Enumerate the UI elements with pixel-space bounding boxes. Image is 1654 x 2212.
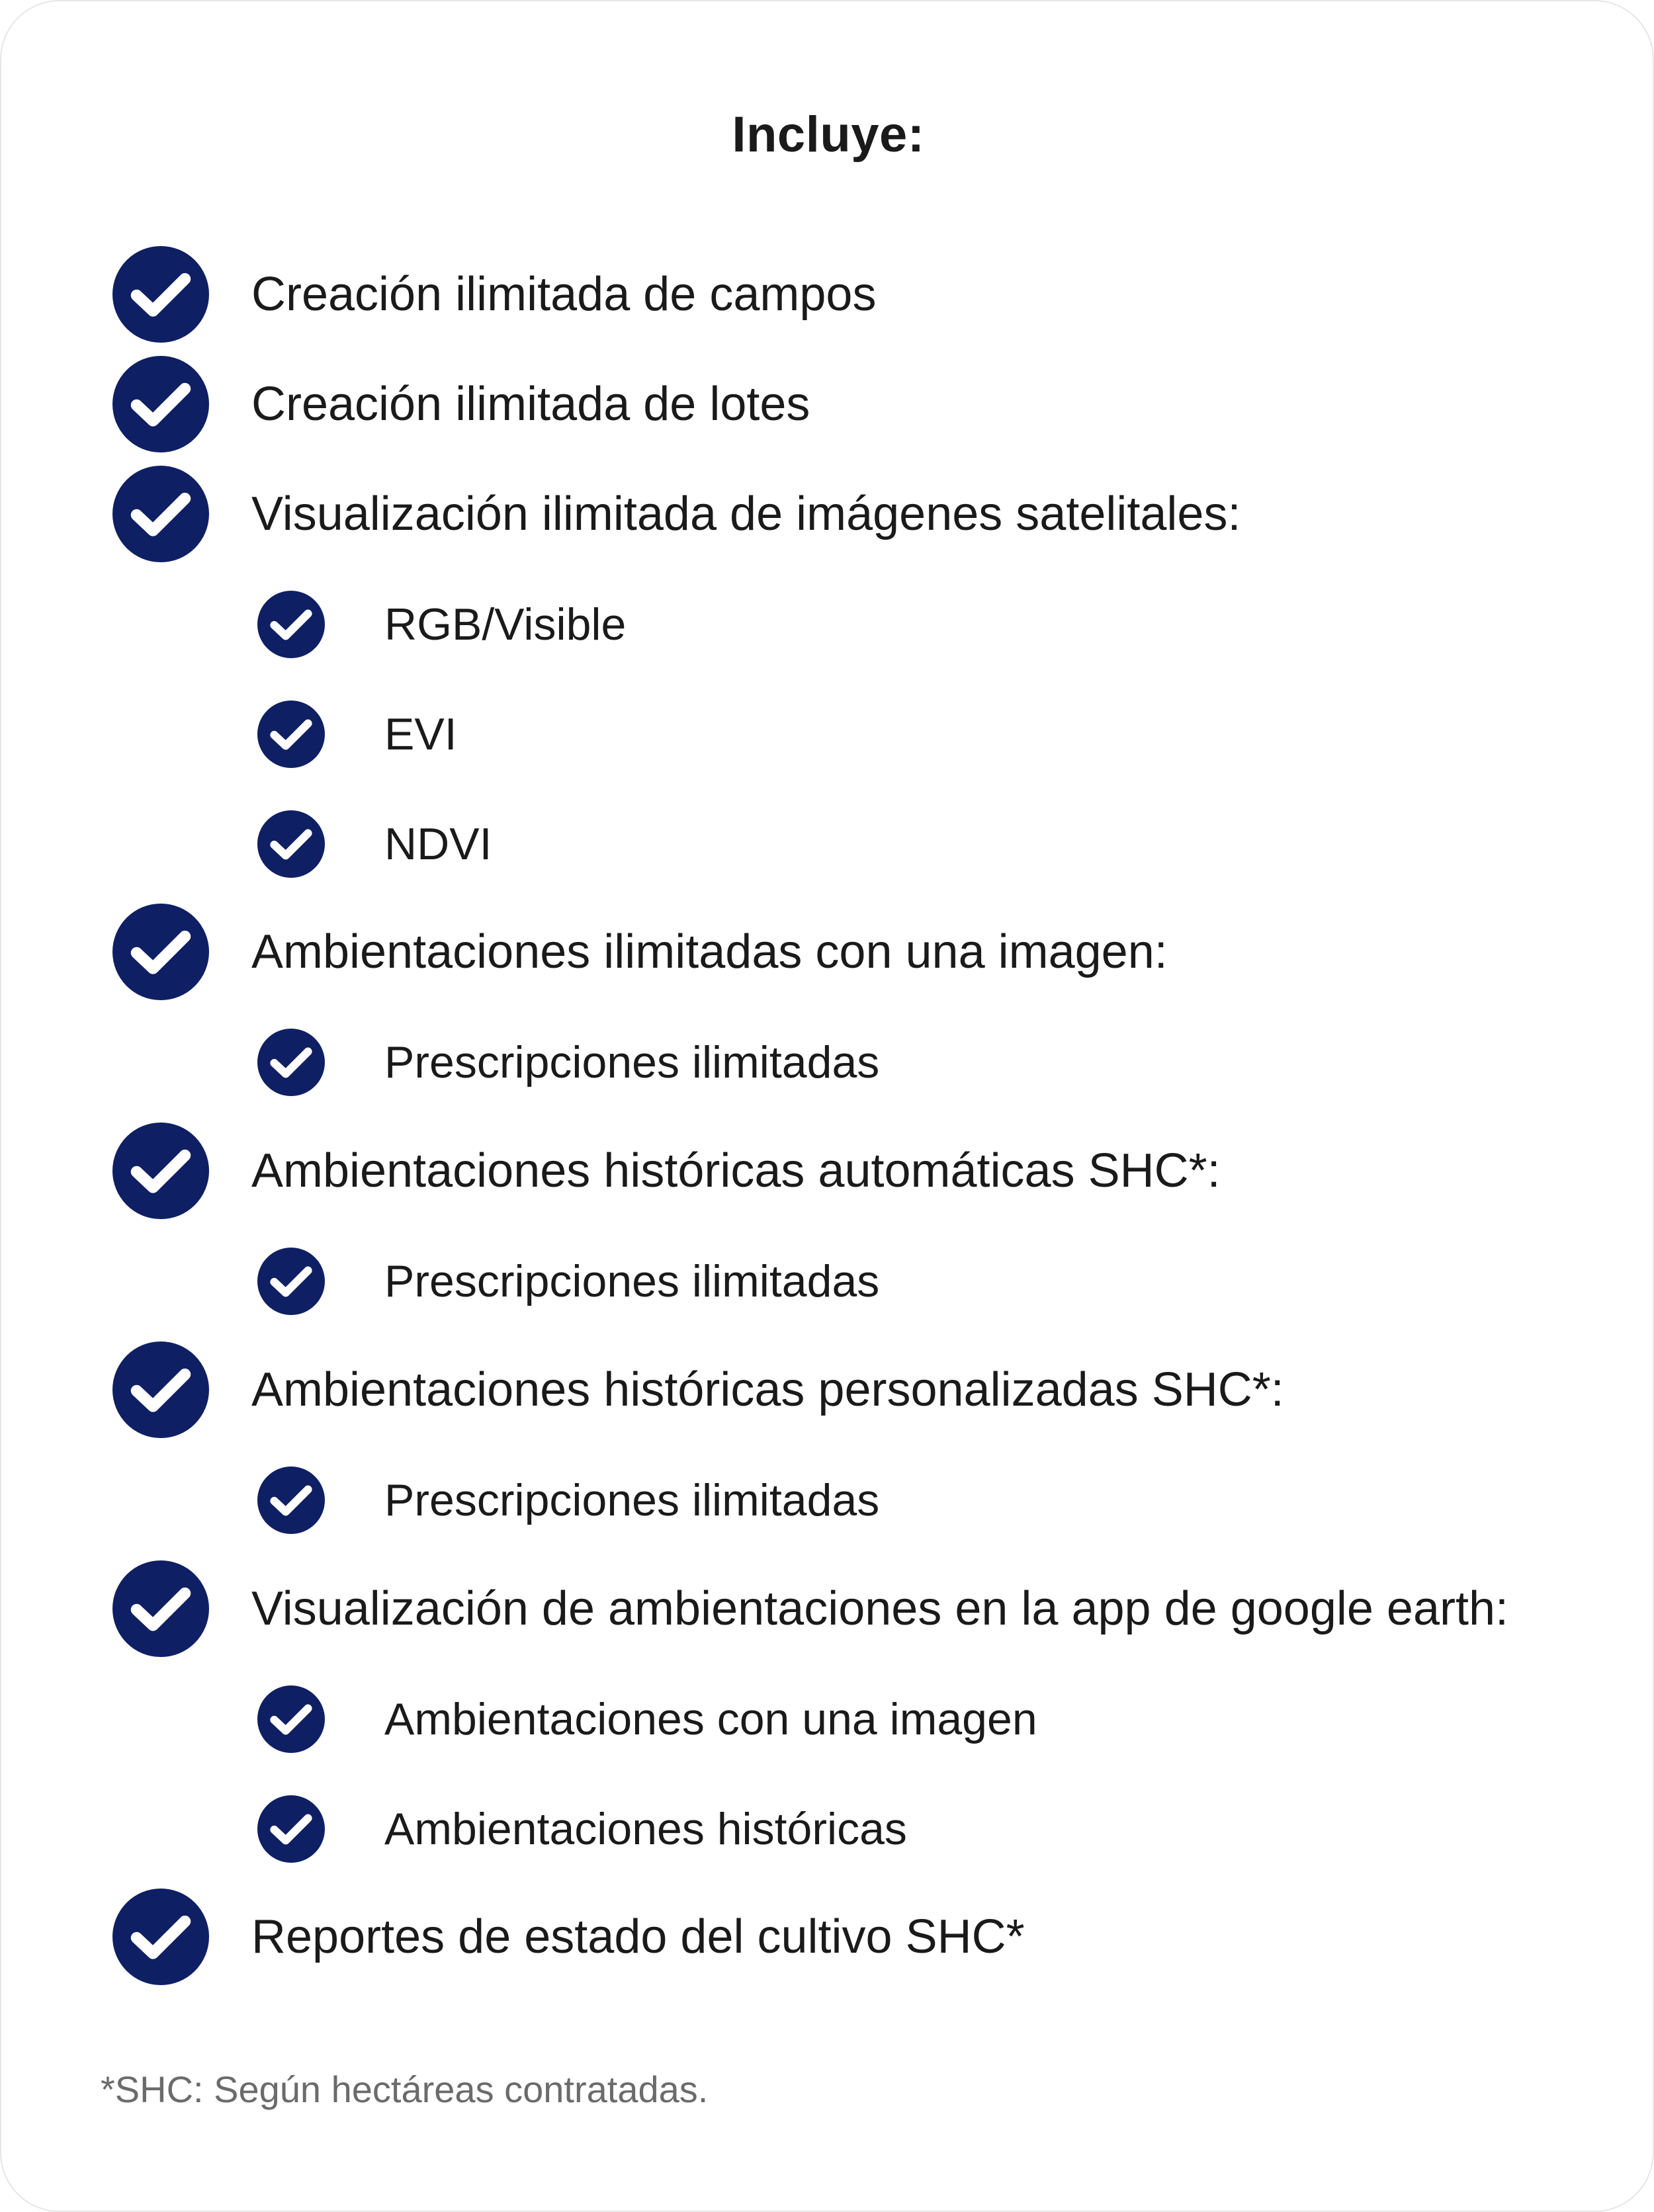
check-circle-icon [112, 1341, 209, 1438]
feature-item [112, 466, 1240, 562]
page-title: Incluye: [732, 106, 925, 163]
check-circle-icon [112, 904, 209, 1000]
sub-feature-label: NDVI [384, 819, 492, 869]
sub-feature-item [257, 591, 626, 658]
check-circle-icon [112, 1889, 209, 1985]
feature-item [112, 1889, 1025, 1985]
sub-feature-item [257, 1467, 879, 1534]
check-circle-icon [257, 810, 325, 878]
feature-label: Creación ilimitada de campos [251, 268, 877, 321]
check-circle-icon [257, 1795, 325, 1863]
check-circle-icon [112, 356, 209, 452]
check-circle-icon [257, 591, 325, 658]
feature-label: Creación ilimitada de lotes [251, 378, 810, 431]
sub-feature-item [257, 1029, 879, 1096]
feature-item [112, 356, 810, 452]
sub-feature-label: EVI [384, 709, 457, 759]
sub-feature-label: Prescripciones ilimitadas [384, 1037, 880, 1087]
check-circle-icon [112, 466, 209, 562]
sub-feature-label: Prescripciones ilimitadas [384, 1256, 880, 1306]
sub-feature-item [257, 1248, 879, 1315]
feature-label: Ambientaciones históricas personalizadas SHC*: [251, 1363, 1284, 1416]
check-circle-icon [112, 246, 209, 343]
check-circle-icon [257, 1685, 325, 1753]
feature-item [112, 1123, 1221, 1219]
footnote: *SHC: Según hectáreas contratadas. [101, 2068, 709, 2110]
sub-feature-item [257, 701, 457, 768]
sub-feature-label: Prescripciones ilimitadas [384, 1475, 880, 1525]
check-circle-icon [112, 1123, 209, 1219]
check-circle-icon [257, 1467, 325, 1534]
sub-feature-item [257, 1795, 907, 1863]
feature-item [112, 246, 876, 343]
check-circle-icon [257, 1029, 325, 1096]
feature-item [112, 904, 1168, 1000]
feature-label: Visualización ilimitada de imágenes satelitales: [251, 488, 1241, 540]
sub-feature-label: RGB/Visible [384, 599, 627, 650]
sub-feature-label: Ambientaciones históricas [384, 1804, 907, 1854]
sub-feature-item [257, 810, 492, 878]
check-circle-icon [257, 701, 325, 768]
feature-item [112, 1560, 1508, 1657]
check-circle-icon [112, 1560, 209, 1657]
feature-label: Ambientaciones ilimitadas con una imagen: [251, 925, 1168, 978]
check-circle-icon [257, 1248, 325, 1315]
sub-feature-label: Ambientaciones con una imagen [384, 1694, 1037, 1744]
feature-label: Ambientaciones históricas automáticas SHC*: [251, 1144, 1221, 1197]
feature-label: Visualización de ambientaciones en la app de google earth: [251, 1582, 1509, 1635]
sub-feature-item [257, 1685, 1037, 1753]
feature-label: Reportes de estado del cultivo SHC* [251, 1910, 1025, 1963]
feature-item [112, 1341, 1284, 1438]
